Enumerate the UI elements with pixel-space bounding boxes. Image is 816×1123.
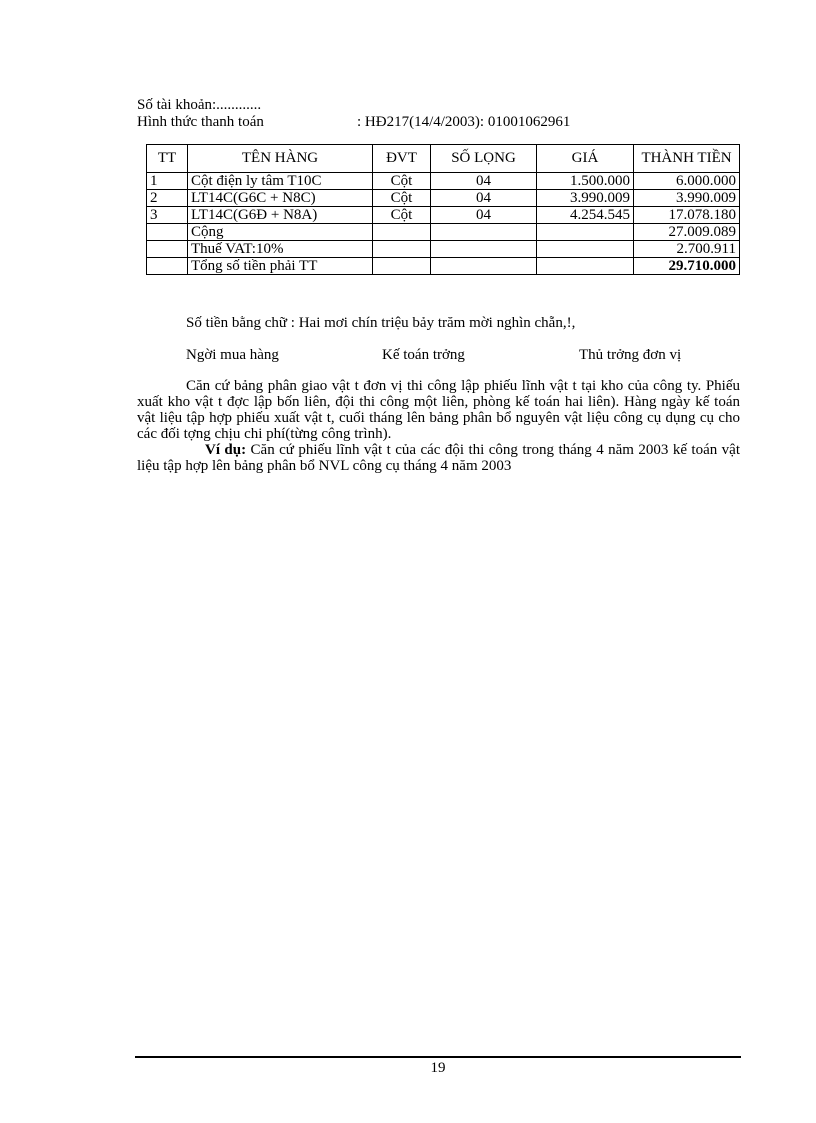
summary-value: 27.009.089 (634, 224, 740, 241)
cell-quantity: 04 (431, 190, 537, 207)
summary-value: 29.710.000 (634, 258, 740, 275)
summary-row-total (147, 258, 740, 275)
cell-amount: 17.078.180 (634, 207, 740, 224)
paragraph: Căn cứ bảng phân giao vật t đơn vị thi công lập phiếu lĩnh vật t tại kho của công ty. Phiếu xuất kho vật t đợc lập bốn liên, đội thi công một liên, phòng kế toán hai liên). Hàng ngày kế toán vật liệu tập hợp phiếu xuất vật t, cuối tháng lên bảng phân bổ nguyên vật liệu công cụ dụng cụ cho các đối tợng chịu chi phí(từng công trình). (137, 378, 740, 442)
cell-unit: Cột (373, 207, 431, 224)
col-header-name: TÊN HÀNG (188, 145, 373, 173)
footer-divider (135, 1056, 741, 1058)
cell-name: LT14C(G6Đ + N8A) (188, 207, 373, 224)
example-label: Ví dụ: (205, 442, 247, 458)
page-number: 19 (430, 1060, 446, 1076)
cell-unit: Cột (373, 173, 431, 190)
col-header-quantity: SỐ LỌNG (431, 145, 537, 173)
signature-accountant: Kế toán trởng (382, 347, 465, 363)
cell-quantity: 04 (431, 173, 537, 190)
col-header-price: GIÁ (537, 145, 634, 173)
summary-value: 2.700.911 (634, 241, 740, 258)
table-row (147, 173, 740, 190)
summary-label: Cộng (188, 224, 373, 241)
summary-label: Tổng số tiền phải TT (188, 258, 373, 275)
cell-name: LT14C(G6C + N8C) (188, 190, 373, 207)
cell-amount: 3.990.009 (634, 190, 740, 207)
cell-tt: 2 (147, 190, 188, 207)
table-row (147, 190, 740, 207)
amount-in-words: Số tiền bằng chữ : Hai mơi chín triệu bảy trăm mời nghìn chẵn,!, (186, 315, 576, 331)
cell-tt: 1 (147, 173, 188, 190)
cell-price: 3.990.009 (537, 190, 634, 207)
body-text (137, 378, 740, 474)
payment-method-line (137, 114, 571, 130)
signature-buyer: Ngời mua hàng (186, 347, 279, 363)
summary-row-subtotal (147, 224, 740, 241)
cell-tt: 3 (147, 207, 188, 224)
example-text: Căn cứ phiếu lĩnh vật t của các đội thi công trong tháng 4 năm 2003 kế toán vật liệu tập hợp lên bảng phân bổ NVL công cụ tháng 4 năm 2003 (137, 442, 740, 474)
signature-head: Thủ trởng đơn vị (579, 347, 682, 363)
cell-name: Cột điện ly tâm T10C (188, 173, 373, 190)
cell-amount: 6.000.000 (634, 173, 740, 190)
goods-table (146, 144, 740, 275)
table-row (147, 207, 740, 224)
col-header-unit: ĐVT (373, 145, 431, 173)
col-header-amount: THÀNH TIỀN (634, 145, 740, 173)
payment-method-label: Hình thức thanh toán (137, 114, 264, 130)
cell-price: 1.500.000 (537, 173, 634, 190)
table-header-row (147, 145, 740, 173)
summary-row-vat (147, 241, 740, 258)
account-number-line: Số tài khoản:............ (137, 97, 262, 113)
cell-unit: Cột (373, 190, 431, 207)
cell-price: 4.254.545 (537, 207, 634, 224)
col-header-tt: TT (147, 145, 188, 173)
cell-quantity: 04 (431, 207, 537, 224)
example-paragraph (137, 442, 740, 474)
payment-method-value: : HĐ217(14/4/2003): 01001062961 (357, 114, 571, 130)
summary-label: Thuế VAT:10% (188, 241, 373, 258)
